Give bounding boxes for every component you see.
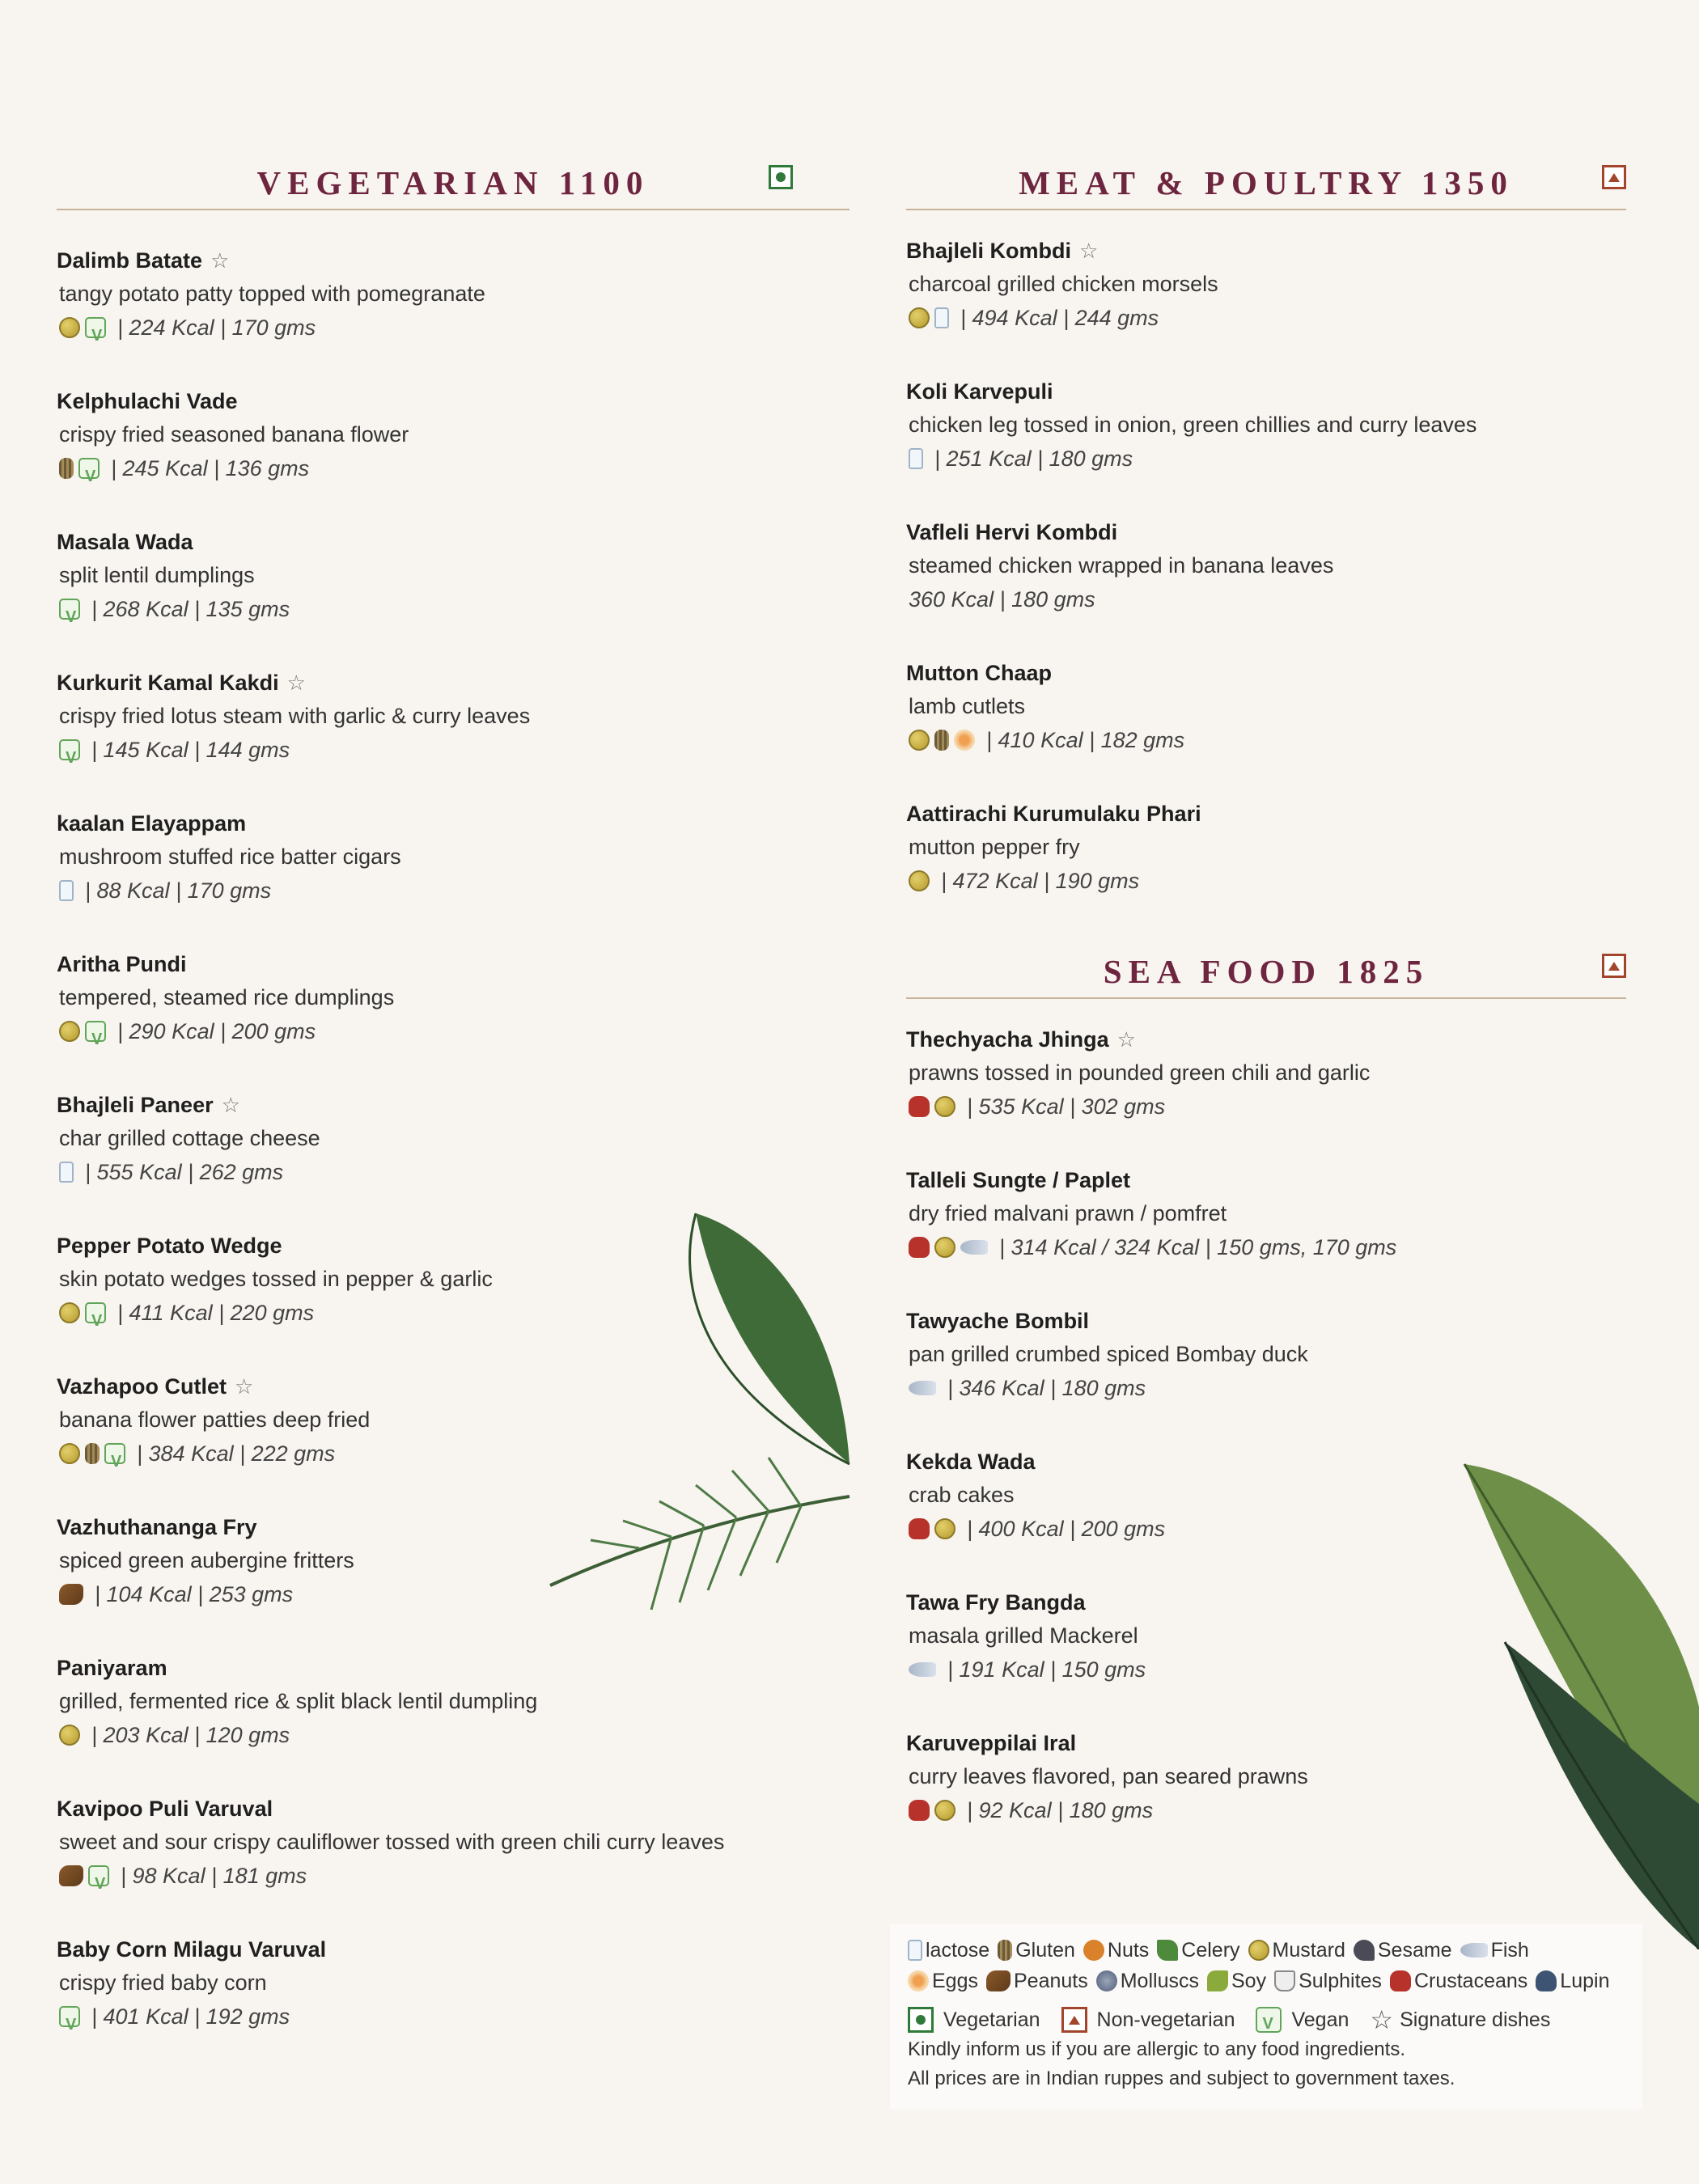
dish-nutrition	[57, 874, 850, 908]
price-note: All prices are in Indian ruppes and subject to government taxes.	[908, 2068, 1455, 2089]
allergen-legend	[890, 1924, 1642, 2110]
dish-name	[57, 385, 850, 417]
gluten-icon	[934, 730, 949, 751]
menu-item	[57, 244, 850, 345]
sesame-icon	[1354, 1940, 1375, 1961]
star-icon: ☆	[286, 671, 306, 695]
vegan-icon	[78, 458, 100, 479]
mustard-icon	[909, 730, 930, 751]
dish-name-text: Aattirachi Kurumulaku Phari	[906, 802, 1201, 826]
legend-lupin	[1536, 1966, 1609, 1996]
eggs-icon	[954, 730, 975, 751]
menu-item	[57, 526, 850, 626]
dish-kcal-weight: | 203 Kcal | 120 gms	[91, 1723, 290, 1747]
menu-item	[906, 1305, 1626, 1405]
star-icon: ☆	[1370, 2005, 1394, 2034]
lactose-icon	[59, 880, 74, 901]
vegan-icon	[59, 2006, 80, 2027]
nonveg-mark-icon	[1602, 165, 1626, 189]
dish-name-text: Bhajleli Kombdi	[906, 239, 1072, 263]
dish-name-text: Aritha Pundi	[57, 952, 187, 976]
legend-fish	[1460, 1935, 1529, 1966]
dish-description: lamb cutlets	[909, 694, 1026, 718]
dish-name	[57, 1792, 850, 1825]
dish-name	[57, 807, 850, 840]
dish-name	[57, 1089, 850, 1121]
dish-description: tempered, steamed rice dumplings	[59, 985, 395, 1009]
dish-name-text: Talleli Sungte / Paplet	[906, 1168, 1131, 1192]
menu-item	[906, 235, 1626, 335]
dish-nutrition	[906, 442, 1626, 476]
dish-nutrition	[57, 1014, 850, 1048]
legend-label: Eggs	[932, 1970, 978, 1992]
dish-name-text: Tawa Fry Bangda	[906, 1590, 1086, 1615]
star-icon: ☆	[221, 1093, 240, 1117]
dish-name-text: Thechyacha Jhinga	[906, 1027, 1109, 1052]
gluten-icon	[85, 1443, 100, 1464]
crustaceans-icon	[909, 1096, 930, 1117]
legend-label: Soy	[1231, 1970, 1267, 1992]
dish-description: tangy potato patty topped with pomegranate	[59, 281, 485, 306]
legend-lactose	[908, 1935, 989, 1966]
legend-label: Peanuts	[1013, 1970, 1088, 1992]
dish-kcal-weight: | 98 Kcal | 181 gms	[121, 1864, 307, 1888]
dish-description: sweet and sour crispy cauliflower tossed with green chili curry leaves	[59, 1830, 725, 1854]
dish-kcal-weight: | 224 Kcal | 170 gms	[117, 315, 316, 340]
legend-vegetarian	[908, 2004, 1040, 2035]
sulphites-icon	[1274, 1970, 1295, 1991]
dish-name	[906, 375, 1626, 408]
legend-soy	[1207, 1966, 1266, 1996]
dish-kcal-weight: | 346 Kcal | 180 gms	[947, 1376, 1146, 1400]
legend-nuts	[1083, 1935, 1149, 1966]
star-icon: ☆	[235, 1374, 254, 1399]
dish-name	[906, 1023, 1626, 1056]
dish-name	[906, 657, 1626, 689]
dish-kcal-weight: | 410 Kcal | 182 gms	[986, 728, 1185, 752]
legend-label: Celery	[1181, 1939, 1240, 1962]
dish-name	[906, 516, 1626, 548]
mustard-icon	[934, 1096, 955, 1117]
dish-name-text: Masala Wada	[57, 530, 193, 554]
crustaceans-icon	[909, 1237, 930, 1258]
mustard-icon	[59, 1725, 80, 1746]
menu-item	[57, 807, 850, 908]
dish-name-text: Paniyaram	[57, 1656, 167, 1680]
dish-kcal-weight: | 555 Kcal | 262 gms	[85, 1160, 284, 1184]
lactose-icon	[909, 448, 923, 469]
dish-name	[57, 948, 850, 980]
dish-nutrition	[906, 301, 1626, 335]
star-icon: ☆	[1079, 239, 1099, 263]
dish-description: grilled, fermented rice & split black lentil dumpling	[59, 1689, 538, 1713]
vegetarian-title: VEGETARIAN 1100	[256, 164, 650, 201]
legend-label: Molluscs	[1120, 1970, 1199, 1992]
mustard-icon	[909, 870, 930, 891]
menu-item	[57, 1089, 850, 1189]
dish-kcal-weight: | 191 Kcal | 150 gms	[947, 1657, 1146, 1682]
dish-nutrition	[57, 1718, 850, 1752]
dish-name	[906, 1305, 1626, 1337]
legend-eggs	[908, 1966, 978, 1996]
menu-item	[57, 1933, 850, 2034]
fish-icon	[909, 1381, 936, 1395]
dish-kcal-weight: | 411 Kcal | 220 gms	[117, 1301, 315, 1325]
menu-item	[57, 1652, 850, 1752]
dish-description: prawns tossed in pounded green chili and garlic	[909, 1060, 1371, 1085]
meat-item-list	[906, 235, 1626, 898]
peanuts-icon	[59, 1584, 83, 1605]
vegan-icon	[1256, 2007, 1282, 2033]
dish-name-text: Mutton Chaap	[906, 661, 1052, 685]
legend-label: Lupin	[1560, 1970, 1610, 1992]
menu-item	[906, 1023, 1626, 1124]
dish-nutrition	[906, 582, 1626, 616]
vegan-icon	[85, 317, 106, 338]
vegetarian-item-list	[57, 244, 850, 2034]
dish-name	[906, 1164, 1626, 1196]
legend-vegan	[1256, 2004, 1349, 2035]
menu-item	[906, 798, 1626, 898]
legend-label: Sulphites	[1299, 1970, 1382, 1992]
menu-item	[906, 1164, 1626, 1264]
mustard-icon	[59, 1021, 80, 1042]
dish-kcal-weight: | 472 Kcal | 190 gms	[941, 869, 1140, 893]
legend-sulphites	[1274, 1966, 1382, 1996]
legend-mustard	[1248, 1935, 1345, 1966]
legend-allergens-row-2	[908, 1966, 1625, 1996]
dish-description: mushroom stuffed rice batter cigars	[59, 844, 401, 869]
dish-name-text: Kurkurit Kamal Kakdi	[57, 671, 279, 695]
menu-item	[57, 1792, 850, 1893]
mustard-icon	[934, 1518, 955, 1539]
dish-name-text: Tawyache Bombil	[906, 1309, 1090, 1333]
legend-gluten	[998, 1935, 1075, 1966]
seafood-title: SEA FOOD 1825	[1103, 953, 1430, 990]
dish-description: charcoal grilled chicken morsels	[909, 272, 1218, 296]
peanuts-icon	[59, 1865, 83, 1886]
legend-label: Mustard	[1272, 1939, 1345, 1962]
legend-label: Fish	[1490, 1939, 1529, 1962]
lactose-icon	[908, 1940, 922, 1961]
dish-nutrition	[57, 592, 850, 626]
dish-name-text: Kavipoo Puli Varuval	[57, 1797, 273, 1821]
dish-description: crispy fried lotus steam with garlic & curry leaves	[59, 704, 531, 728]
dish-kcal-weight: | 535 Kcal | 302 gms	[967, 1094, 1166, 1119]
mustard-icon	[1248, 1940, 1269, 1961]
dish-kcal-weight: | 245 Kcal | 136 gms	[111, 456, 310, 480]
dish-name-text: Baby Corn Milagu Varuval	[57, 1937, 327, 1962]
lactose-icon	[934, 307, 949, 328]
mustard-icon	[934, 1237, 955, 1258]
dish-kcal-weight: | 290 Kcal | 200 gms	[117, 1019, 316, 1043]
gluten-icon	[59, 458, 74, 479]
star-icon: ☆	[210, 248, 230, 273]
dish-description: split lentil dumplings	[59, 563, 255, 587]
dish-description: masala grilled Mackerel	[909, 1623, 1138, 1648]
vegan-icon	[85, 1302, 106, 1323]
meat-header	[906, 154, 1626, 210]
dish-description: char grilled cottage cheese	[59, 1126, 320, 1150]
dish-kcal-weight: | 251 Kcal | 180 gms	[934, 447, 1133, 471]
nuts-icon	[1083, 1940, 1104, 1961]
dish-nutrition	[57, 451, 850, 485]
legend-diet-row	[908, 2004, 1625, 2035]
menu-item	[57, 667, 850, 767]
soy-icon	[1207, 1970, 1228, 1991]
dish-kcal-weight: | 314 Kcal / 324 Kcal | 150 gms, 170 gms	[999, 1235, 1397, 1259]
dish-description: crab cakes	[909, 1483, 1015, 1507]
dish-kcal-weight: | 401 Kcal | 192 gms	[91, 2004, 290, 2029]
dish-kcal-weight: | 494 Kcal | 244 gms	[960, 306, 1159, 330]
dish-description: chicken leg tossed in onion, green chillies and curry leaves	[909, 413, 1477, 437]
dish-description: steamed chicken wrapped in banana leaves	[909, 553, 1334, 578]
vegetarian-column	[57, 154, 850, 2074]
fish-icon	[1460, 1943, 1488, 1958]
legend-signature-label: Signature dishes	[1400, 2008, 1551, 2031]
mustard-icon	[59, 1302, 80, 1323]
vegan-icon	[59, 599, 80, 620]
menu-item	[57, 948, 850, 1048]
dish-nutrition	[906, 1230, 1626, 1264]
dish-name-text: Kelphulachi Vade	[57, 389, 238, 413]
legend-vegan-label: Vegan	[1291, 2008, 1349, 2031]
seafood-header	[906, 942, 1626, 999]
peanuts-icon	[986, 1970, 1011, 1991]
vegetarian-header	[57, 154, 850, 210]
dish-name	[57, 526, 850, 558]
dish-name-text: Pepper Potato Wedge	[57, 1234, 282, 1258]
legend-nonveg	[1061, 2004, 1235, 2035]
dish-name-text: Kekda Wada	[906, 1450, 1036, 1474]
allergy-note: Kindly inform us if you are allergic to any food ingredients.	[908, 2038, 1405, 2060]
dish-kcal-weight: | 104 Kcal | 253 gms	[95, 1582, 294, 1606]
dish-nutrition	[57, 1859, 850, 1893]
dish-nutrition	[906, 864, 1626, 898]
dish-nutrition	[57, 311, 850, 345]
dish-kcal-weight: 360 Kcal | 180 gms	[909, 587, 1095, 612]
dish-name	[57, 244, 850, 277]
lactose-icon	[59, 1162, 74, 1183]
dish-description: crispy fried seasoned banana flower	[59, 422, 409, 447]
dish-nutrition	[906, 723, 1626, 757]
dish-nutrition	[906, 1090, 1626, 1124]
mustard-icon	[934, 1800, 955, 1821]
dish-name-text: Koli Karvepuli	[906, 379, 1053, 404]
mustard-icon	[59, 1443, 80, 1464]
menu-item	[906, 657, 1626, 757]
vegan-icon	[88, 1865, 109, 1886]
fish-icon	[909, 1662, 936, 1677]
legend-label: Gluten	[1015, 1939, 1075, 1962]
menu-item	[906, 516, 1626, 616]
menu-item	[57, 385, 850, 485]
legend-label: Sesame	[1377, 1939, 1452, 1962]
palm-leaf-illustration	[542, 1205, 866, 1658]
legend-signature	[1370, 2004, 1550, 2035]
vegan-icon	[104, 1443, 125, 1464]
legend-label: Nuts	[1107, 1939, 1150, 1962]
dish-description: curry leaves flavored, pan seared prawns	[909, 1764, 1308, 1788]
legend-molluscs	[1096, 1966, 1199, 1996]
legend-peanuts	[986, 1966, 1088, 1996]
dish-name	[906, 235, 1626, 267]
legend-nonveg-label: Non-vegetarian	[1096, 2008, 1235, 2031]
legend-vegetarian-label: Vegetarian	[943, 2008, 1040, 2031]
dish-kcal-weight: | 88 Kcal | 170 gms	[85, 878, 272, 903]
dish-name	[57, 667, 850, 699]
dish-name	[57, 1933, 850, 1966]
legend-sesame	[1354, 1935, 1452, 1966]
dish-description: crispy fried baby corn	[59, 1970, 267, 1995]
lupin-icon	[1536, 1970, 1557, 1991]
dish-name-text: Vazhuthananga Fry	[57, 1515, 257, 1539]
dish-kcal-weight: | 400 Kcal | 200 gms	[967, 1517, 1166, 1541]
vegetarian-mark-icon	[769, 165, 793, 189]
dish-kcal-weight: | 92 Kcal | 180 gms	[967, 1798, 1154, 1822]
dish-name-text: Bhajleli Paneer	[57, 1093, 214, 1117]
crustaceans-icon	[909, 1800, 930, 1821]
vegan-icon	[85, 1021, 106, 1042]
legend-crustaceans	[1390, 1966, 1527, 1996]
dish-nutrition	[57, 1155, 850, 1189]
star-icon: ☆	[1116, 1027, 1136, 1052]
legend-label: Crustaceans	[1413, 1970, 1528, 1992]
mustard-icon	[59, 317, 80, 338]
dish-description: mutton pepper fry	[909, 835, 1080, 859]
nonveg-mark-icon	[1061, 2007, 1087, 2033]
dish-name-text: Vafleli Hervi Kombdi	[906, 520, 1118, 544]
dish-description: dry fried malvani prawn / pomfret	[909, 1201, 1227, 1225]
dish-description: skin potato wedges tossed in pepper & garlic	[59, 1267, 493, 1291]
meat-title: MEAT & POULTRY 1350	[1019, 164, 1514, 201]
dish-kcal-weight: | 384 Kcal | 222 gms	[137, 1441, 336, 1466]
dish-nutrition	[906, 1371, 1626, 1405]
vegan-icon	[59, 739, 80, 760]
nonveg-mark-icon	[1602, 954, 1626, 978]
dish-nutrition	[57, 2000, 850, 2034]
legend-celery	[1157, 1935, 1239, 1966]
gluten-icon	[998, 1940, 1012, 1961]
celery-icon	[1157, 1940, 1178, 1961]
vegetarian-mark-icon	[908, 2007, 934, 2033]
legend-allergens-row-1	[908, 1935, 1625, 1966]
mustard-icon	[909, 307, 930, 328]
crustaceans-icon	[1390, 1970, 1411, 1991]
fish-icon	[960, 1240, 988, 1255]
molluscs-icon	[1096, 1970, 1117, 1991]
dish-kcal-weight: | 145 Kcal | 144 gms	[91, 738, 290, 762]
dish-kcal-weight: | 268 Kcal | 135 gms	[91, 597, 290, 621]
menu-item	[906, 375, 1626, 476]
dish-name-text: Karuveppilai Iral	[906, 1731, 1077, 1755]
dish-name-text: kaalan Elayappam	[57, 811, 247, 836]
dish-description: spiced green aubergine fritters	[59, 1548, 354, 1572]
legend-label: lactose	[926, 1939, 990, 1962]
dish-name-text: Dalimb Batate	[57, 248, 203, 273]
eggs-icon	[908, 1970, 929, 1991]
dish-nutrition	[57, 733, 850, 767]
dish-description: pan grilled crumbed spiced Bombay duck	[909, 1342, 1308, 1366]
dish-name-text: Vazhapoo Cutlet	[57, 1374, 227, 1399]
dish-name	[906, 798, 1626, 830]
dish-description: banana flower patties deep fried	[59, 1407, 371, 1432]
crustaceans-icon	[909, 1518, 930, 1539]
banana-leaf-illustration	[1456, 1448, 1699, 1949]
